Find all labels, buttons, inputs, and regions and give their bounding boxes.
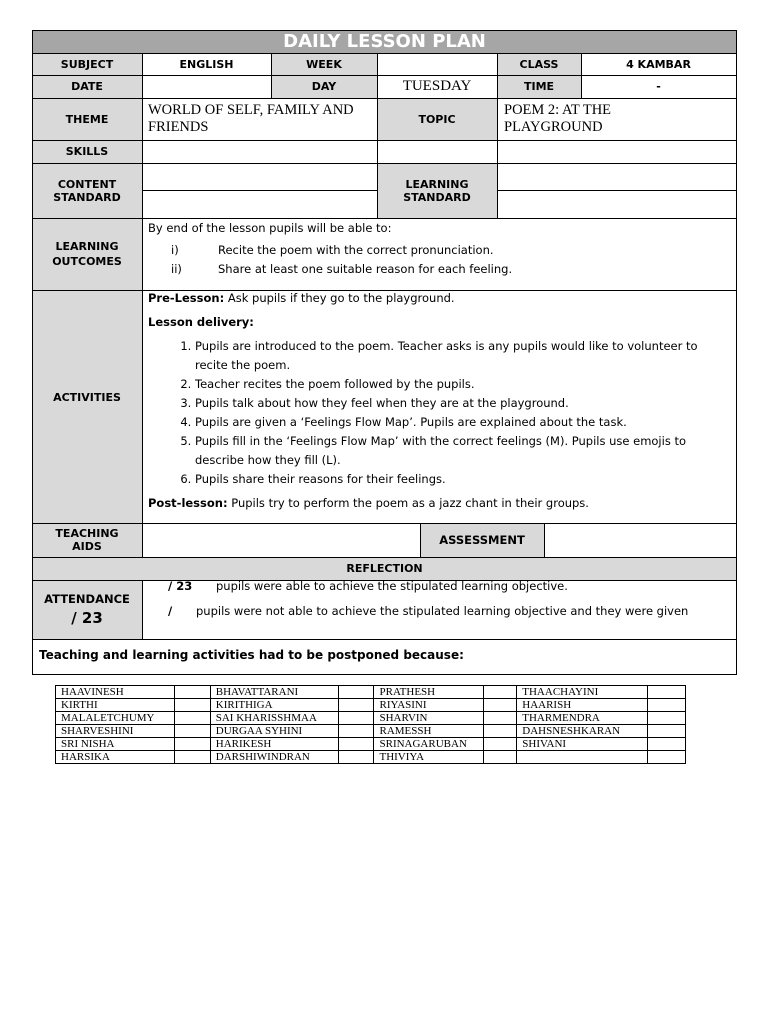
date-label: DATE: [71, 80, 103, 93]
student-mark-cell: [174, 751, 210, 764]
skills-label: SKILLS: [65, 145, 109, 158]
learning-standard-label: LEARNING STANDARD: [403, 177, 471, 204]
names-row: [56, 738, 686, 751]
student-mark-cell: [338, 738, 374, 751]
delivery-step: 3. Pupils talk about how they feel when they are at the playground.: [195, 394, 725, 413]
student-name-cell: RIYASINI: [374, 699, 484, 712]
student-mark-cell: [648, 725, 686, 738]
activities-label: ACTIVITIES: [53, 391, 121, 404]
lesson-delivery-label: Lesson delivery:: [148, 315, 254, 329]
day-value: TUESDAY: [402, 78, 472, 94]
pre-lesson-text: Ask pupils if they go to the playground.: [224, 291, 455, 305]
reflection-fraction-1: / 23: [168, 579, 193, 593]
reflection-line-1: pupils were able to achieve the stipulated learning objective.: [216, 579, 568, 593]
delivery-step: 1. Pupils are introduced to the poem. Teacher asks is any pupils would like to volunteer to recite the poem.: [195, 337, 725, 375]
student-name-cell: SHARVESHINI: [56, 725, 175, 738]
names-row: [56, 712, 686, 725]
day-label: DAY: [311, 80, 337, 93]
student-name-cell: HARSIKA: [56, 751, 175, 764]
attendance-value: / 23: [71, 608, 103, 627]
week-value: [377, 53, 497, 75]
theme-label: THEME: [65, 112, 109, 126]
outcome-item-1-num: i): [171, 243, 179, 257]
subject-value: ENGLISH: [179, 57, 234, 71]
time-value: -: [656, 80, 661, 93]
student-mark-cell: [338, 699, 374, 712]
student-mark-cell: [484, 686, 517, 699]
student-mark-cell: [174, 738, 210, 751]
assessment-label: ASSESSMENT: [439, 532, 525, 547]
student-mark-cell: [648, 738, 686, 751]
student-name-cell: KIRITHIGA: [210, 699, 338, 712]
delivery-steps: [195, 337, 725, 489]
student-name-cell: MALALETCHUMY: [56, 712, 175, 725]
names-row: [56, 686, 686, 699]
student-name-cell: THARMENDRA: [517, 712, 648, 725]
student-mark-cell: [174, 699, 210, 712]
delivery-step: 6. Pupils share their reasons for their feelings.: [195, 470, 725, 489]
student-name-cell: KIRTHI: [56, 699, 175, 712]
student-name-cell: DURGAA SYHINI: [210, 725, 338, 738]
student-name-cell: BHAVATTARANI: [210, 686, 338, 699]
names-row: [56, 725, 686, 738]
student-mark-cell: [174, 725, 210, 738]
student-mark-cell: [484, 712, 517, 725]
theme-value: WORLD OF SELF, FAMILY AND FRIENDS: [148, 102, 354, 135]
student-name-cell: THAACHAYINI: [517, 686, 648, 699]
time-label: TIME: [523, 80, 555, 93]
student-mark-cell: [648, 686, 686, 699]
student-name-cell: HAAVINESH: [56, 686, 175, 699]
student-names-table: [55, 685, 686, 764]
reflection-label: REFLECTION: [346, 562, 423, 575]
class-value: 4 KAMBAR: [626, 57, 691, 71]
class-label: CLASS: [519, 57, 559, 71]
student-mark-cell: [174, 686, 210, 699]
outcome-item-1-text: Recite the poem with the correct pronunciation.: [218, 243, 494, 257]
student-name-cell: DAHSNESHKARAN: [517, 725, 648, 738]
student-name-cell: HAARISH: [517, 699, 648, 712]
student-name-cell: PRATHESH: [374, 686, 484, 699]
student-name-cell: SRI NISHA: [56, 738, 175, 751]
student-mark-cell: [338, 751, 374, 764]
student-mark-cell: [484, 725, 517, 738]
student-mark-cell: [338, 686, 374, 699]
student-mark-cell: [338, 712, 374, 725]
post-lesson-label: Post-lesson:: [148, 496, 228, 510]
student-name-cell: [517, 751, 648, 764]
outcome-item-2-text: Share at least one suitable reason for each feeling.: [218, 262, 513, 276]
student-mark-cell: [338, 725, 374, 738]
post-lesson: [148, 494, 589, 513]
pre-lesson: [148, 289, 455, 308]
student-name-cell: DARSHIWINDRAN: [210, 751, 338, 764]
outcome-item-2-num: ii): [171, 262, 182, 276]
learning-outcomes-label: LEARNING OUTCOMES: [52, 240, 122, 268]
student-mark-cell: [174, 712, 210, 725]
learning-outcomes-intro: By end of the lesson pupils will be able to:: [148, 221, 392, 235]
teaching-aids-label: TEACHING AIDS: [55, 527, 119, 553]
student-mark-cell: [484, 751, 517, 764]
attendance-label: ATTENDANCE: [44, 591, 130, 606]
student-name-cell: RAMESSH: [374, 725, 484, 738]
date-value: [142, 75, 271, 98]
delivery-step: 2. Teacher recites the poem followed by the pupils.: [195, 375, 725, 394]
delivery-step: 4. Pupils are given a ‘Feelings Flow Map’. Pupils are explained about the task.: [195, 413, 725, 432]
names-row: [56, 699, 686, 712]
reflection-fraction-2: /: [168, 604, 173, 618]
pre-lesson-label: Pre-Lesson:: [148, 291, 225, 305]
topic-value: POEM 2: AT THE PLAYGROUND: [504, 102, 612, 135]
student-mark-cell: [484, 738, 517, 751]
student-mark-cell: [648, 751, 686, 764]
names-row: [56, 751, 686, 764]
page-title: DAILY LESSON PLAN: [283, 31, 486, 52]
student-name-cell: SHARVIN: [374, 712, 484, 725]
topic-label: TOPIC: [418, 112, 456, 126]
student-mark-cell: [484, 699, 517, 712]
student-name-cell: SAI KHARISSHMAA: [210, 712, 338, 725]
subject-label: SUBJECT: [60, 57, 114, 71]
week-label: WEEK: [306, 57, 342, 71]
student-name-cell: HARIKESH: [210, 738, 338, 751]
reflection-line-2: pupils were not able to achieve the stipulated learning objective and they were given: [196, 604, 689, 618]
student-mark-cell: [648, 712, 686, 725]
student-name-cell: SHIVANI: [517, 738, 648, 751]
student-mark-cell: [648, 699, 686, 712]
postponed-text: Teaching and learning activities had to be postponed because:: [39, 648, 464, 662]
student-name-cell: SRINAGARUBAN: [374, 738, 484, 751]
content-standard-label: CONTENT STANDARD: [53, 177, 121, 204]
student-name-cell: THIVIYA: [374, 751, 484, 764]
post-lesson-text: Pupils try to perform the poem as a jazz chant in their groups.: [227, 496, 589, 510]
delivery-step: 5. Pupils fill in the ‘Feelings Flow Map’ with the correct feelings (M). Pupils use emojis to describe how they fill (L).: [195, 432, 725, 470]
